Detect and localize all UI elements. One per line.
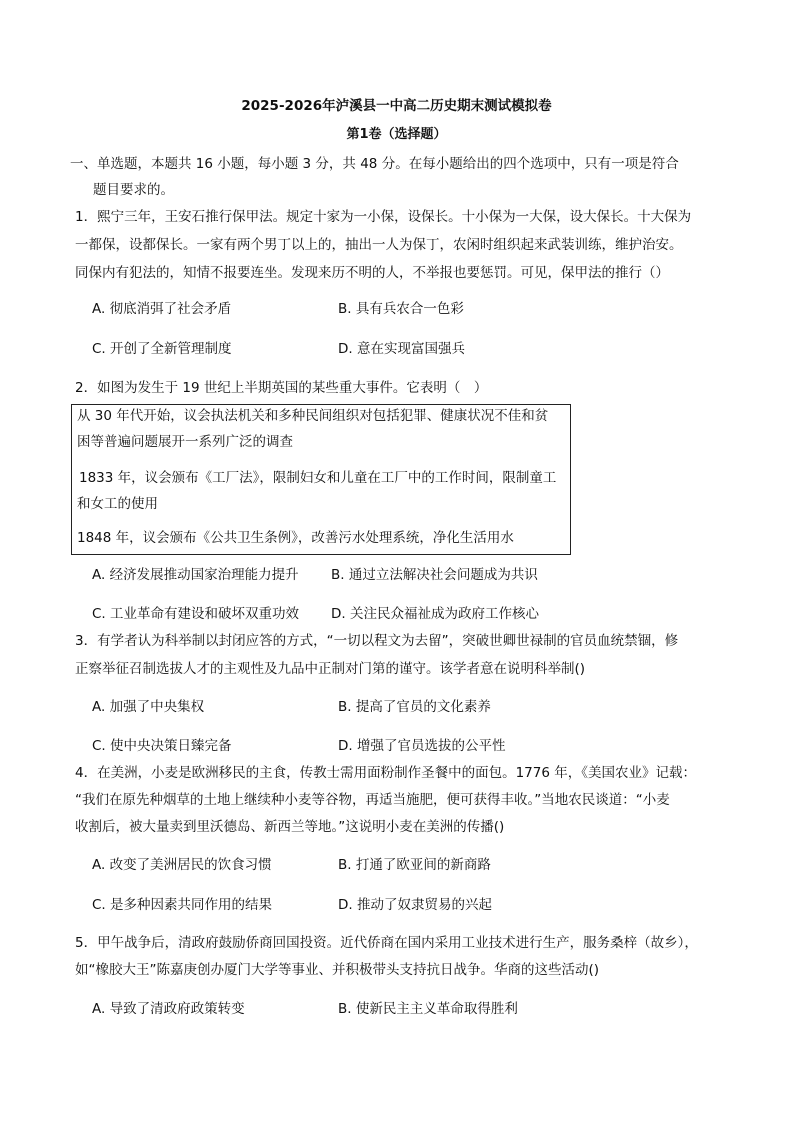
option-d[interactable]: D. 推动了奴隶贸易的兴起 [338, 897, 492, 913]
question-stem: 3．有学者认为科举制以封闭应答的方式，“一切以程文为去留”，突破世卿世禄制的官员血统禁锢，修 [75, 633, 679, 649]
question-stem: 收割后，被大量卖到里沃德岛、新西兰等地。”这说明小麦在美洲的传播() [75, 819, 505, 835]
section-instruction-cont: 题目要求的。 [93, 182, 174, 198]
question-stem: 一都保，设都保长。一家有两个男丁以上的，抽出一人为保丁，农闲时组织起来武装训练，维护治安。 [75, 237, 683, 253]
volume-title: 第1卷（选择题） [346, 127, 447, 142]
question-stem: 1．熙宁三年，王安石推行保甲法。规定十家为一小保，设保长。十小保为一大保，设大保长。十大保为 [75, 209, 692, 225]
option-c[interactable]: C. 使中央决策日臻完备 [92, 738, 232, 754]
table-text: 1848 年，议会颁布《公共卫生条例》，改善污水处理系统，净化生活用水 [77, 530, 514, 546]
option-d[interactable]: D. 关注民众福祉成为政府工作核心 [331, 606, 539, 622]
option-c[interactable]: C. 工业革命有建设和破坏双重功效 [92, 606, 300, 622]
option-b[interactable]: B. 通过立法解决社会问题成为共识 [331, 567, 538, 583]
option-a[interactable]: A. 彻底消弭了社会矛盾 [92, 301, 232, 317]
option-a[interactable]: A. 加强了中央集权 [92, 699, 205, 715]
question-stem: 同保内有犯法的，知情不报要连坐。发现来历不明的人，不举报也要惩罚。可见，保甲法的推行（） [75, 265, 669, 281]
exam-title: 2025-2026年泸溪县一中高二历史期末测试模拟卷 [241, 98, 552, 114]
question-stem: 5．甲午战争后，清政府鼓励侨商回国投资。近代侨商在国内采用工业技术进行生产，服务桑梓（故乡）， [75, 935, 698, 951]
option-a[interactable]: A. 改变了美洲居民的饮食习惯 [92, 857, 272, 873]
table-text: 困等普遍问题展开一系列广泛的调查 [77, 434, 293, 450]
option-c[interactable]: C. 开创了全新管理制度 [92, 341, 232, 357]
question-stem: 2．如图为发生于 19 世纪上半期英国的某些重大事件。它表明（ ） [75, 380, 488, 396]
table-text: 从 30 年代开始，议会执法机关和多种民间组织对包括犯罪、健康状况不佳和贫 [77, 408, 549, 424]
section-instruction: 一、单选题，本题共 16 小题，每小题 3 分，共 48 分。在每小题给出的四个选项中，只有一项是符合 [70, 156, 679, 172]
option-d[interactable]: D. 意在实现富国强兵 [338, 341, 465, 357]
table-text: 1833 年，议会颁布《工厂法》，限制妇女和儿童在工厂中的工作时间，限制童工 [79, 470, 557, 486]
option-b[interactable]: B. 使新民主主义革命取得胜利 [338, 1001, 518, 1017]
question-stem: 如“橡胶大王”陈嘉庚创办厦门大学等事业、并积极带头支持抗日战争。华商的这些活动() [75, 962, 600, 978]
question-stem: “我们在原先种烟草的土地上继续种小麦等谷物，再适当施肥，便可获得丰收。”当地农民谈道：“小麦 [75, 792, 670, 808]
option-b[interactable]: B. 提高了官员的文化素养 [338, 699, 491, 715]
option-d[interactable]: D. 增强了官员选拔的公平性 [338, 738, 506, 754]
option-a[interactable]: A. 经济发展推动国家治理能力提升 [92, 567, 299, 583]
option-b[interactable]: B. 具有兵农合一色彩 [338, 301, 464, 317]
option-c[interactable]: C. 是多种因素共同作用的结果 [92, 897, 273, 913]
option-b[interactable]: B. 打通了欧亚间的新商路 [338, 857, 491, 873]
option-a[interactable]: A. 导致了清政府政策转变 [92, 1001, 245, 1017]
table-text: 和女工的使用 [77, 496, 158, 512]
question-stem: 4．在美洲，小麦是欧洲移民的主食，传教士需用面粉制作圣餐中的面包。1776 年，《美国农业》记载： [75, 765, 696, 781]
question-stem: 正察举征召制选拔人才的主观性及九品中正制对门第的谨守。该学者意在说明科举制() [75, 661, 586, 677]
